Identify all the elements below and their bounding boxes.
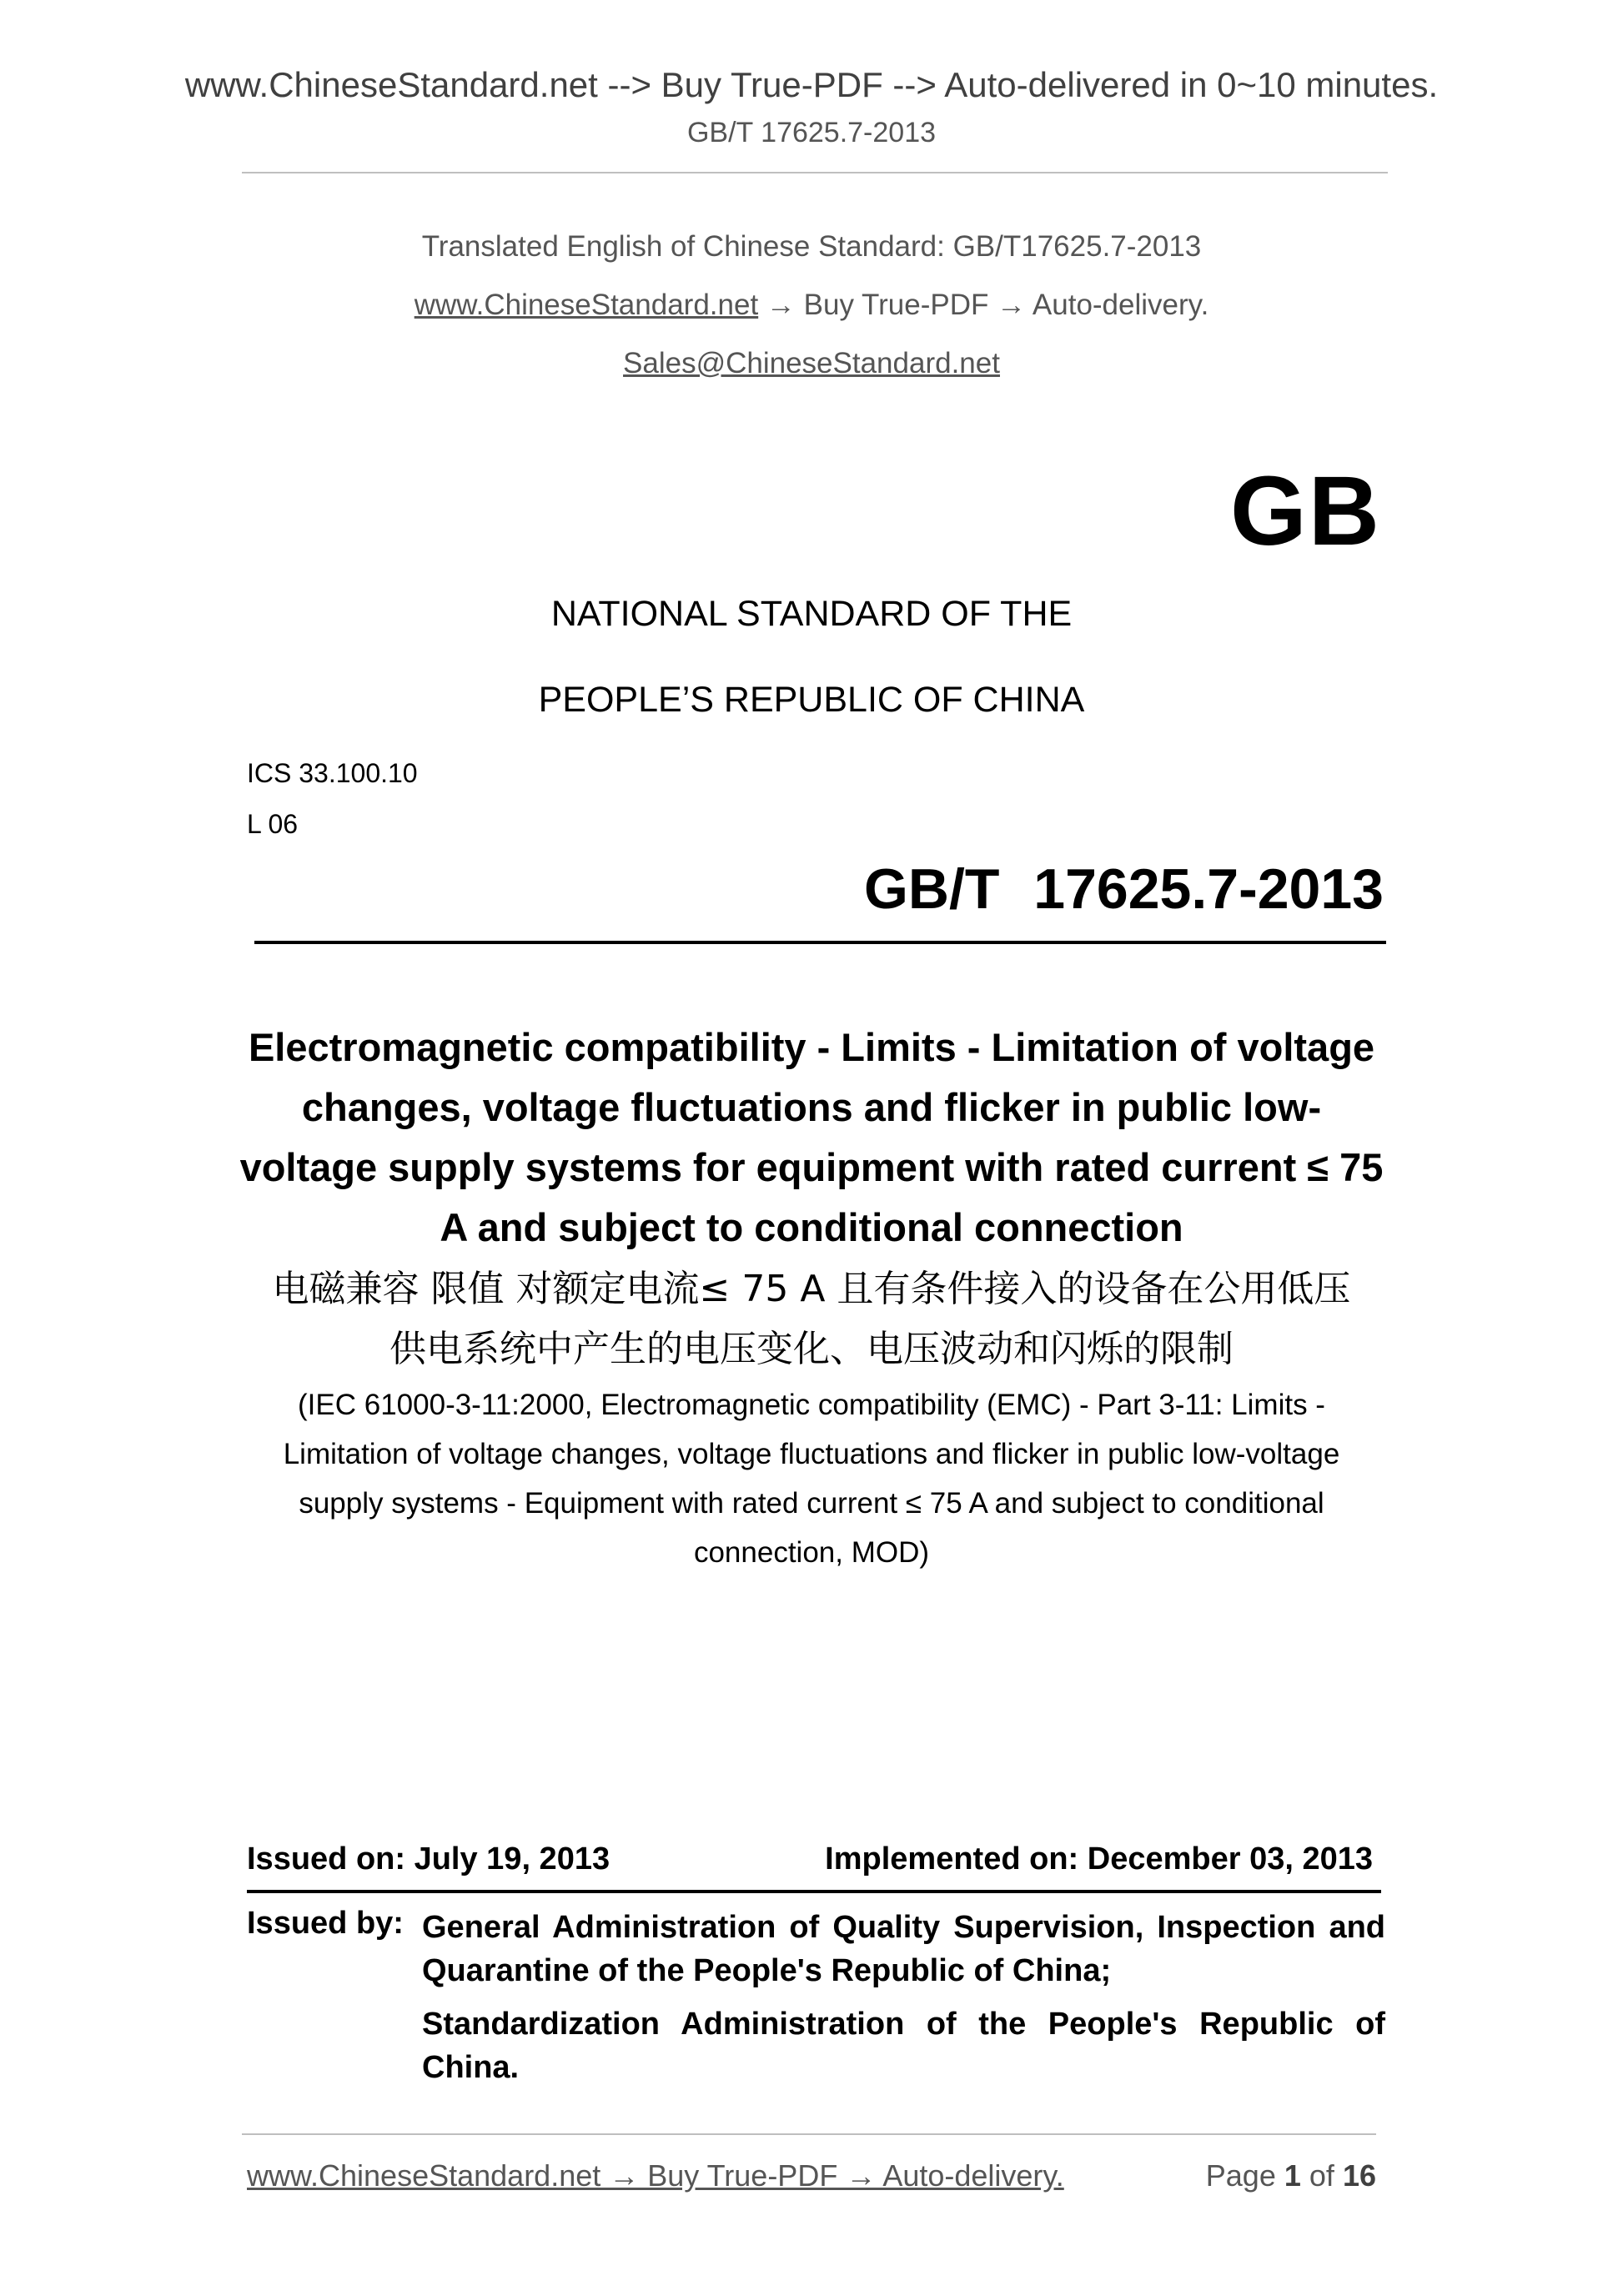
standard-number: GB/T 17625.7-2013 <box>863 857 1384 921</box>
page-of-label: of <box>1309 2158 1334 2193</box>
national-standard-heading: NATIONAL STANDARD OF THE <box>550 594 1073 634</box>
issued-on-date: Issued on: July 19, 2013 <box>247 1841 611 1876</box>
header-standard-code: GB/T 17625.7-2013 <box>686 117 937 148</box>
iec-reference: (IEC 61000-3-11:2000, Electromagnetic compatibility (EMC) - Part 3-11: Limits - Limitation of voltage changes, voltage fluctuations and flicker in public low-voltage supply systems - Equipment with rated current ≤ 75 A and subject to conditional connection, MOD) <box>283 1389 1340 1569</box>
page-label: Page <box>1205 2158 1276 2193</box>
dates-divider <box>247 1890 1381 1893</box>
delivery-line <box>0 289 1623 322</box>
gb-logo: GB <box>1230 456 1381 566</box>
page-current: 1 <box>1284 2158 1301 2193</box>
republic-heading: PEOPLE’S REPUBLIC OF CHINA <box>538 680 1085 720</box>
implemented-on-date: Implemented on: December 03, 2013 <box>825 1841 1373 1876</box>
header-divider <box>242 172 1388 173</box>
issuer-sac: Standardization Administration of the People's Republic of China. <box>422 2007 1385 2085</box>
arrow-right-icon: → <box>766 289 796 321</box>
footer-divider <box>242 2133 1376 2135</box>
delivery-auto-text: Auto-delivery. <box>1032 289 1209 321</box>
sales-email-line <box>0 347 1623 380</box>
header-banner: www.ChineseStandard.net --> Buy True-PDF --> Auto-delivered in 0~10 minutes. <box>184 65 1439 104</box>
arrow-right-icon: → <box>997 289 1027 321</box>
chinese-title-line: 供电系统中产生的电压变化、电压波动和闪烁的限制 <box>389 1328 1234 1370</box>
standard-number-rule <box>254 941 1386 944</box>
chinese-title-line: 电磁兼容 限值 对额定电流≤ 75 A 且有条件接入的设备在公用低压 <box>272 1268 1351 1310</box>
translation-notice: Translated English of Chinese Standard: GB/T17625.7-2013 <box>421 230 1202 263</box>
page-total: 16 <box>1342 2158 1376 2193</box>
issuers-block <box>422 1906 1385 2089</box>
sales-email-link[interactable]: Sales@ChineseStandard.net <box>623 347 1000 379</box>
footer-link[interactable]: www.ChineseStandard.net → Buy True-PDF → Auto-delivery. <box>247 2158 1064 2193</box>
issuer-aqsiq: General Administration of Quality Supervision, Inspection and Quarantine of the People's Republic of China; <box>422 1910 1385 1988</box>
chinese-title <box>234 1259 1389 1379</box>
page-indicator <box>1206 2158 1376 2193</box>
issued-by-label: Issued by: <box>247 1906 404 1941</box>
english-title: Electromagnetic compatibility - Limits - Limitation of voltage changes, voltage fluctuations and flicker in public low-voltage supply systems for equipment with rated current ≤ 75 A and subject to conditional connection <box>239 1025 1384 1249</box>
site-link[interactable]: www.ChineseStandard.net <box>414 289 759 321</box>
classification-code: L 06 <box>247 809 299 839</box>
delivery-buy-text: Buy True-PDF <box>803 289 989 321</box>
ics-code: ICS 33.100.10 <box>247 758 418 788</box>
